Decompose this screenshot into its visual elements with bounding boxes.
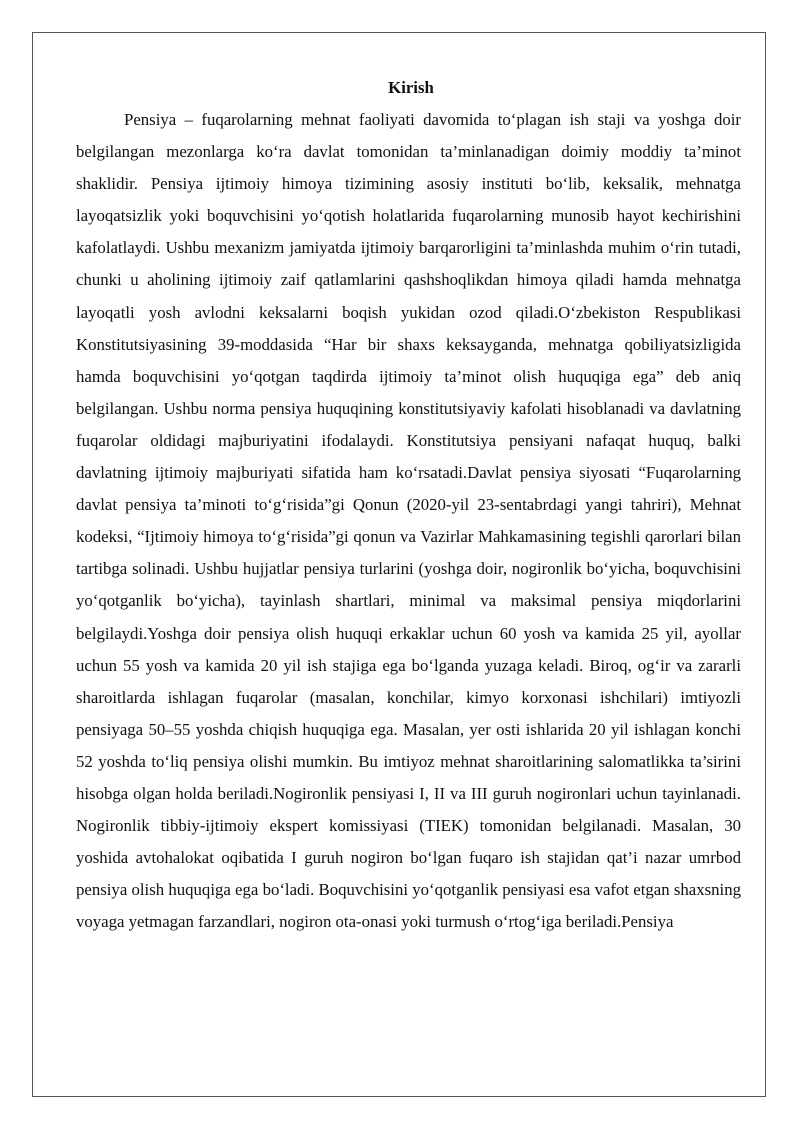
section-title: Kirish: [388, 78, 434, 97]
document-content: [76, 72, 741, 938]
body-paragraph: Pensiya – fuqarolarning mehnat faoliyati davomida to‘plagan ish staji va yoshga doir belgilangan mezonlarga ko‘ra davlat tomonidan ta’minlanadigan doimiy moddiy ta’minot shaklidir. Pensiya ijtimoiy himoya tizimining asosiy instituti bo‘lib, keksalik, mehnatga layoqatsizlik yoki boquvchisini yo‘qotish holatlarida fuqarolarning munosib hayot kechirishini kafolatlaydi. Ushbu mexanizm jamiyatda ijtimoiy barqarorligini ta’minlashda muhim o‘rin tutadi, chunki u aholining ijtimoiy zaif qatlamlarini qashshoqlikdan himoya qiladi hamda mehnatga layoqatli yosh avlodni keksalarni boqish yukidan ozod qiladi.O‘zbekiston Respublikasi Konstitutsiyasining 39-moddasida “Har bir shaxs keksayganda, mehnatga qobiliyatsizligida hamda boquvchisini yo‘qotgan taqdirda ijtimoiy ta’minot olish huquqiga ega” deb aniq belgilangan. Ushbu norma pensiya huquqining konstitutsiyaviy kafolati hisoblanadi va davlatning fuqarolar oldidagi majburiyatini ifodalaydi. Konstitutsiya pensiyani nafaqat huquq, balki davlatning ijtimoiy majburiyati sifatida ham ko‘rsatadi.Davlat pensiya siyosati “Fuqarolarning davlat pensiya ta’minoti to‘g‘risida”gi Qonun (2020-yil 23-sentabrdagi yangi tahriri), Mehnat kodeksi, “Ijtimoiy himoya to‘g‘risida”gi qonun va Vazirlar Mahkamasining tegishli qarorlari bilan tartibga solinadi. Ushbu hujjatlar pensiya turlarini (yoshga doir, nogironlik bo‘yicha, boquvchisini yo‘qotganlik bo‘yicha), tayinlash shartlari, minimal va maksimal pensiya miqdorlarini belgilaydi.Yoshga doir pensiya olish huquqi erkaklar uchun 60 yosh va kamida 25 yil, ayollar uchun 55 yosh va kamida 20 yil ish stajiga ega bo‘lganda yuzaga keladi. Biroq, og‘ir va zararli sharoitlarda ishlagan fuqarolar (masalan, konchilar, kimyo korxonasi ishchilari) imtiyozli pensiyaga 50–55 yoshda chiqish huquqiga ega. Masalan, yer osti ishlarida 20 yil ishlagan konchi 52 yoshda to‘liq pensiya olishi mumkin. Bu imtiyoz mehnat sharoitlarining salomatlikka ta’sirini hisobga olgan holda beriladi.Nogironlik pensiyasi I, II va III guruh nogironlari uchun tayinlanadi. Nogironlik tibbiy-ijtimoiy ekspert komissiyasi (TIEK) tomonidan belgilanadi. Masalan, 30 yoshida avtohalokat oqibatida I guruh nogiron bo‘lgan fuqaro ish stajidan qat’i nazar umrbod pensiya olish huquqiga ega bo‘ladi. Boquvchisini yo‘qotganlik pensiyasi esa vafot etgan shaxsning voyaga yetmagan farzandlari, nogiron ota-onasi yoki turmush o‘rtog‘iga beriladi.Pensiya: [76, 110, 741, 932]
